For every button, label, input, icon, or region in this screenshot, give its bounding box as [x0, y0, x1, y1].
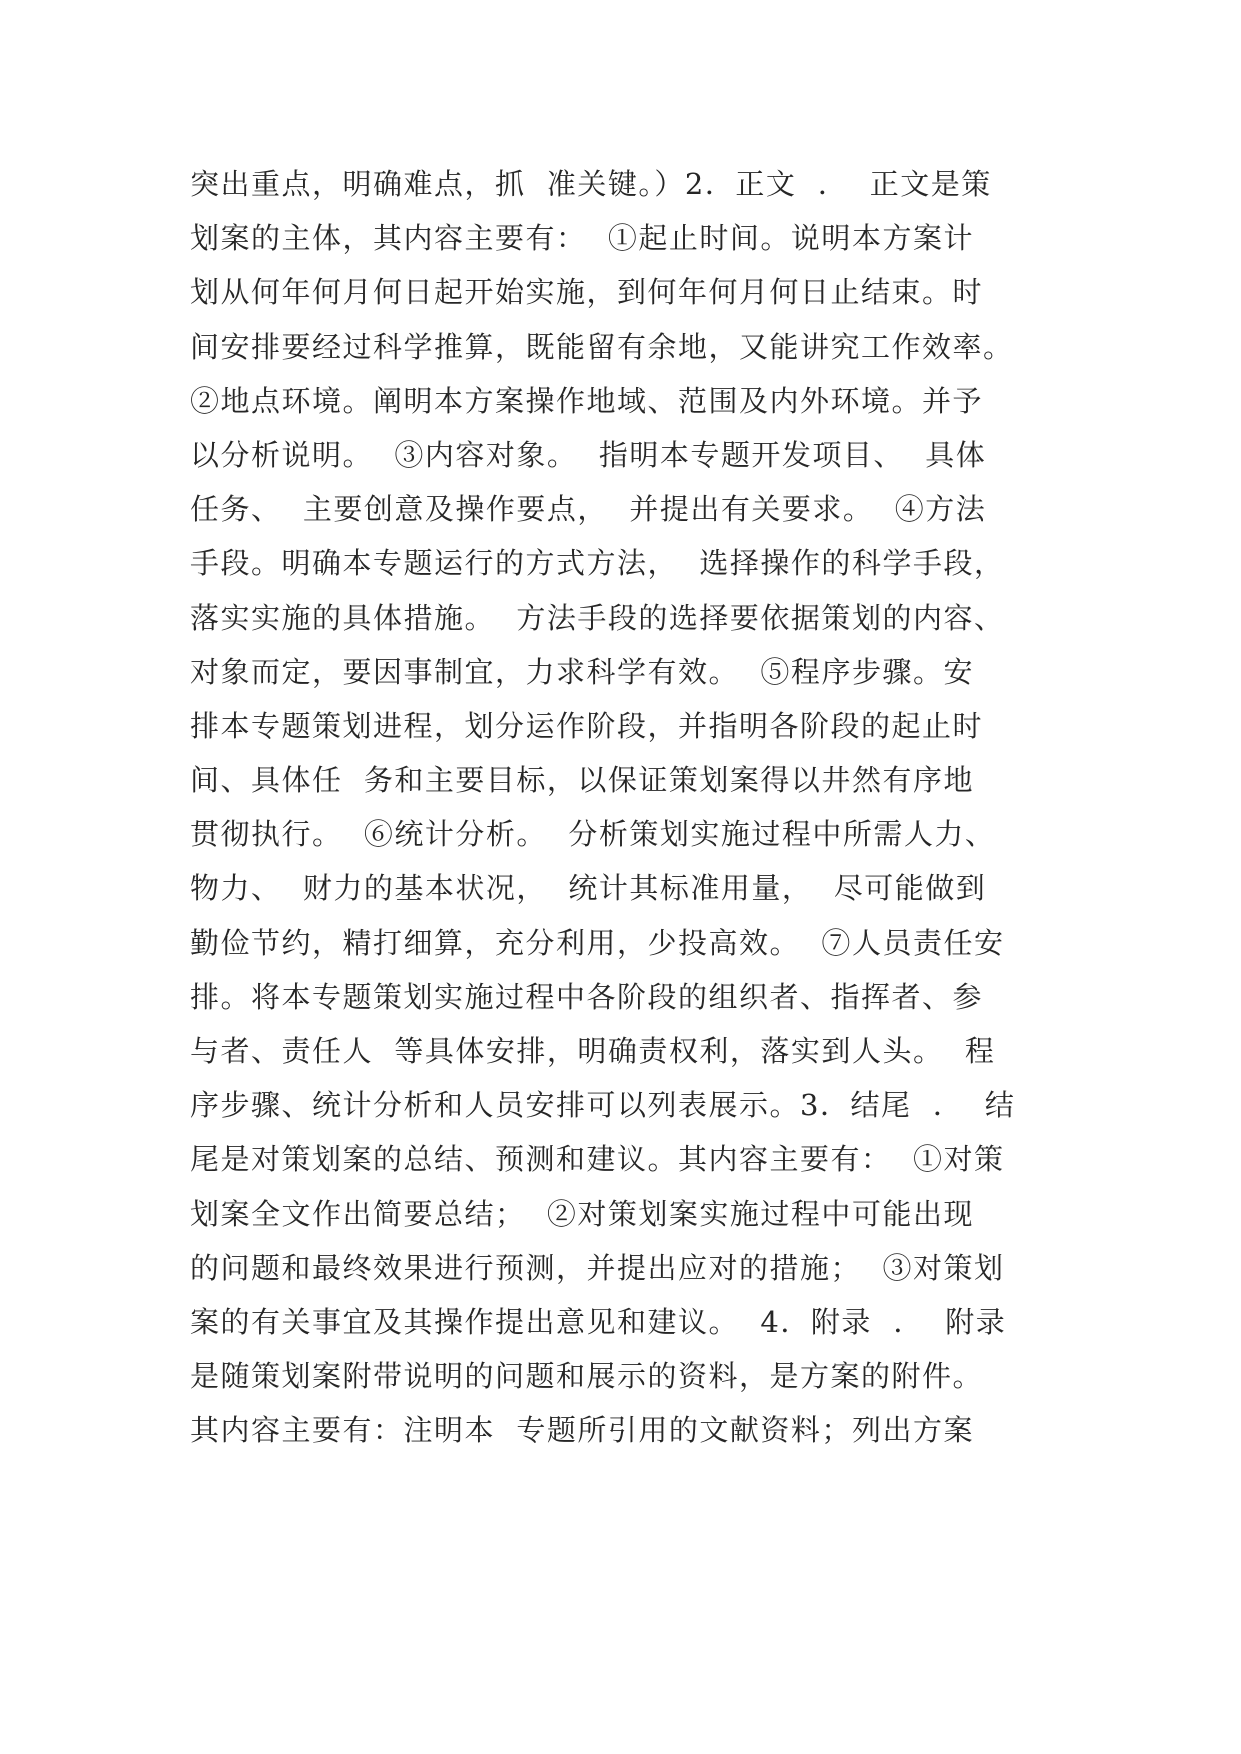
text-line: 对象而定，要因事制宜，力求科学有效。 ⑤程序步骤。安 — [190, 654, 974, 689]
text-line: 排。将本专题策划实施过程中各阶段的组织者、指挥者、参 — [190, 979, 984, 1014]
text-line: 序步骤、统计分析和人员安排可以列表展示。3．结尾 ． 结 — [190, 1088, 1016, 1123]
text-line: 物力、 财力的基本状况， 统计其标准用量， 尽可能做到 — [190, 871, 987, 906]
text-line: 的问题和最终效果进行预测，并提出应对的措施； ③对策划 — [190, 1250, 1005, 1285]
text-line: 间、具体任 务和主要目标，以保证策划案得以井然有序地 — [190, 763, 974, 798]
text-line: 尾是对策划案的总结、预测和建议。其内容主要有： ①对策 — [190, 1142, 1005, 1177]
text-line: 以分析说明。 ③内容对象。 指明本专题开发项目、 具体 — [190, 437, 987, 472]
text-line: 与者、责任人 等具体安排，明确责权利，落实到人头。 程 — [190, 1034, 996, 1068]
text-line: 任务、 主要创意及操作要点， 并提出有关要求。 ④方法 — [190, 492, 987, 527]
text-line: 手段。明确本专题运行的方式方法， 选择操作的科学手段， — [190, 546, 1005, 581]
text-line: 划案全文作出简要总结； ②对策划案实施过程中可能出现 — [190, 1196, 974, 1231]
text-line: 贯彻执行。 ⑥统计分析。 分析策划实施过程中所需人力、 — [190, 817, 996, 852]
text-line: 划从何年何月何日起开始实施，到何年何月何日止结束。时 — [190, 275, 984, 310]
text-line: 其内容主要有：注明本 专题所引用的文献资料；列出方案 — [190, 1413, 974, 1448]
text-line: 案的有关事宜及其操作提出意见和建议。 4．附录 ． 附录 — [190, 1304, 1007, 1339]
text-line: 落实实施的具体措施。 方法手段的选择要依据策划的内容、 — [190, 600, 1005, 635]
body-text — [190, 157, 1070, 1458]
text-line: 突出重点，明确难点，抓 准关键。）2．正文 ． 正文是策 — [190, 167, 992, 201]
text-line: ②地点环境。阐明本方案操作地域、范围及内外环境。并予 — [190, 383, 984, 418]
text-line: 排本专题策划进程，划分运作阶段，并指明各阶段的起止时 — [190, 708, 984, 743]
text-line: 是随策划案附带说明的问题和展示的资料，是方案的附件。 — [190, 1359, 984, 1394]
text-line: 划案的主体，其内容主要有： ①起止时间。说明本方案计 — [190, 221, 974, 256]
text-line: 间安排要经过科学推算，既能留有余地，又能讲究工作效率。 — [190, 329, 1014, 364]
text-line: 勤俭节约，精打细算，充分利用，少投高效。 ⑦人员责任安 — [190, 925, 1005, 960]
